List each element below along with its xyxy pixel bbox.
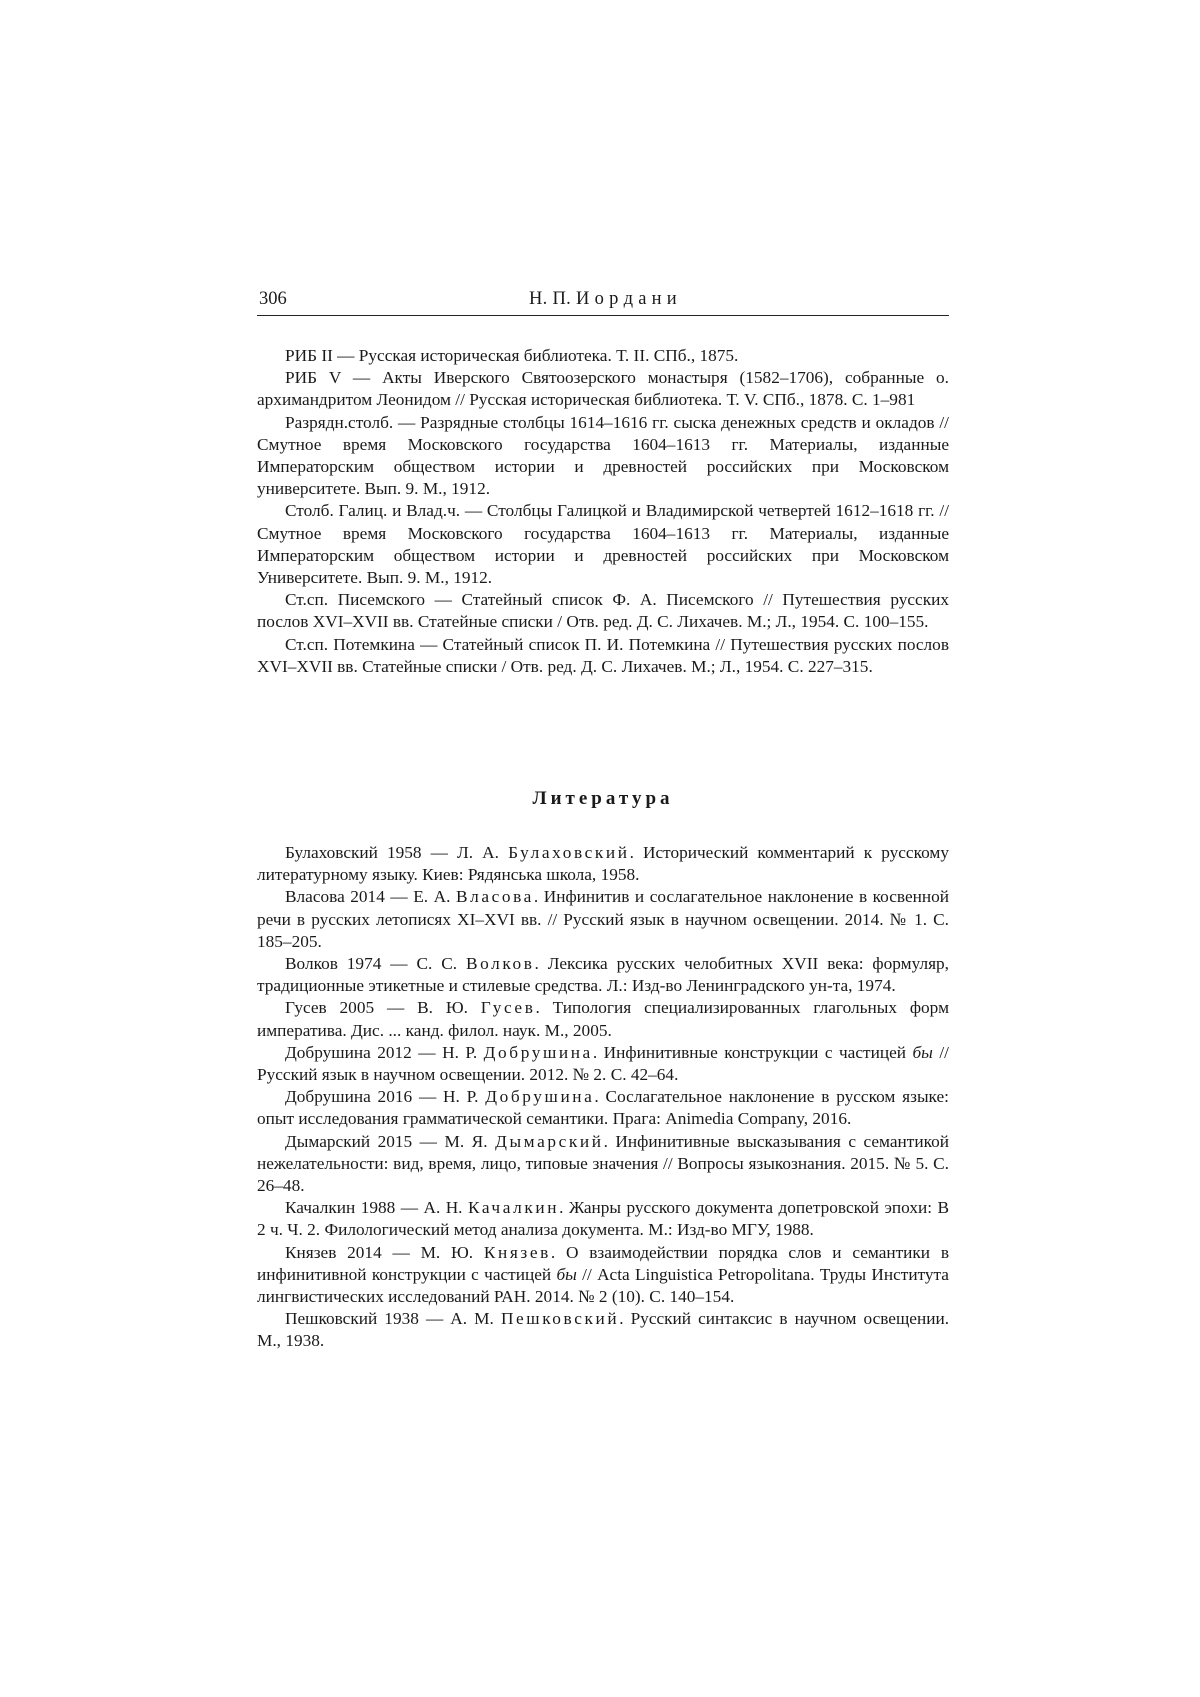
entry-initials: А. Н. (423, 1198, 463, 1218)
entry-italic: бы (912, 1042, 933, 1062)
entry-italic: бы (556, 1264, 577, 1284)
entry-key: Власова 2014 (285, 887, 385, 907)
entry-rest: . Русский синтаксис в научном освещении. М., 1938. (257, 1309, 950, 1351)
entry-surname: Князев (483, 1242, 551, 1262)
page-number: 306 (259, 289, 287, 309)
page-header (257, 287, 949, 316)
entry-surname: Пешковский (500, 1309, 620, 1329)
entry-key: Пешковский 1938 (285, 1309, 419, 1329)
entry-rest: // Acta Linguistica Petropolitana. Труды Института лингвистических исследований РАН. 2014. № 2 (10). С. 140–154. (257, 1264, 949, 1307)
entry-key: Дымарский 2015 (285, 1131, 413, 1151)
entry-rest: . Исторический комментарий к русскому литературному языку. Киев: Рядянська школа, 1958. (257, 843, 949, 885)
literature-entry: Власова 2014 — Е. А. Власова. Инфинитив и сослагательное наклонение в косвенной речи в русских летописях XI–XVI вв. // Русский язык в научном освещении. 2014. № 1. С. 185–205. (257, 887, 950, 951)
literature-entry: Волков 1974 — С. С. Волков. Лексика русских челобитных XVII века: формуляр, традиционные этикетные и стилевые средства. Л.: Изд-во Ленинградского ун-та, 1974. (257, 954, 950, 996)
entry-rest: . О взаимодействии порядка слов и семантики в инфинитивной конструкции с частицей (257, 1242, 949, 1284)
source-entry: РИБ V — Акты Иверского Святоозерского монастыря (1582–1706), собранные о. архимандритом Леонидом // Русская историческая библиотека. Т. V. СПб., 1878. С. 1–981 (257, 368, 949, 410)
entry-initials: М. Я. (444, 1131, 488, 1151)
source-entry: Ст.сп. Потемкина — Статейный список П. И. Потемкина // Путешествия русских послов XVI–XVII вв. Статейные списки / Отв. ред. Д. С. Лихачев. М.; Л., 1954. С. 227–315. (257, 634, 949, 676)
entry-key: Гусев 2005 (285, 998, 375, 1018)
entry-surname: Булаховский (508, 843, 630, 862)
literature-list (257, 842, 949, 1353)
entry-initials: Н. Р. (442, 1042, 478, 1062)
literature-entry: Добрушина 2012 — Н. Р. Добрушина. Инфинитивные конструкции с частицей бы // Русский язык в научном освещении. 2012. № 2. С. 42–64. (257, 1042, 949, 1085)
entry-key: Добрушина 2016 (285, 1087, 413, 1107)
entry-surname: Волков (466, 954, 535, 974)
entry-key: Добрушина 2012 (285, 1042, 412, 1062)
entry-initials: А. М. (450, 1309, 494, 1329)
source-entry: РИБ II — Русская историческая библиотека. Т. II. СПб., 1875. (285, 346, 739, 365)
entry-initials: Е. А. (413, 887, 451, 907)
literature-entry: Дымарский 2015 — М. Я. Дымарский. Инфинитивные высказывания с семантикой нежелательности: вид, время, лицо, типовые значения // Вопросы языкознания. 2015. № 5. С. 26–48. (257, 1131, 949, 1196)
entry-rest: . Инфинитивные высказывания с семантикой нежелательности: вид, время, лицо, типовые значения // Вопросы языкознания. 2015. № 5. С. 26–48. (257, 1131, 949, 1196)
entry-rest: . Типология специализированных глагольных форм императива. Дис. ... канд. филол. наук. М., 2005. (257, 998, 950, 1040)
source-entry: Ст.сп. Писемского — Статейный список Ф. А. Писемского // Путешествия русских послов XVI–XVII вв. Статейные списки / Отв. ред. Д. С. Лихачев. М.; Л., 1954. С. 100–155. (257, 590, 949, 632)
entry-key: Качалкин 1988 (285, 1198, 396, 1218)
entry-key: Волков 1974 (285, 954, 382, 974)
entry-initials: М. Ю. (420, 1242, 474, 1262)
entry-initials: Л. А. (457, 843, 499, 862)
entry-initials: Н. Р. (443, 1087, 479, 1107)
literature-entry: Пешковский 1938 — А. М. Пешковский. Русский синтаксис в научном освещении. М., 1938. (257, 1309, 950, 1351)
entry-surname: Власова (455, 887, 534, 907)
literature-heading: Литература (532, 788, 674, 809)
entry-surname: Добрушина (485, 1087, 595, 1107)
source-entry: Столб. Галиц. и Влад.ч. — Столбцы Галицкой и Владимирской четвертей 1612–1618 гг. // Смутное время Московского государства 1604–1613 гг. Материалы, изданные Императорским обществом истории и древностей российских при Московском Университете. Вып. 9. М., 1912. (257, 501, 949, 588)
literature-entry: Добрушина 2016 — Н. Р. Добрушина. Сослагательное наклонение в русском языке: опыт исследования грамматической семантики. Прага: Animedia Company, 2016. (257, 1087, 949, 1129)
entry-rest: . Инфинитивные конструкции с частицей (592, 1042, 913, 1062)
entry-surname: Качалкин (467, 1198, 560, 1218)
source-entry: Разрядн.столб. — Разрядные столбцы 1614–1616 гг. сыска денежных средств и окладов // Смутное время Московского государства 1604–1613 гг. Материалы, изданные Императорским обществом истории и древностей российских при Московском университете. Вып. 9. М., 1912. (257, 412, 949, 499)
entry-rest: . Лексика русских челобитных XVII века: формуляр, традиционные этикетные и стилевые средства. Л.: Изд-во Ленинградского ун-та, 1974. (257, 954, 950, 996)
literature-entry: Гусев 2005 — В. Ю. Гусев. Типология специализированных глагольных форм императива. Дис. ... канд. филол. наук. М., 2005. (257, 998, 950, 1040)
entry-rest: . Жанры русского документа допетровской эпохи: В 2 ч. Ч. 2. Филологический метод анализа документа. М.: Изд-во МГУ, 1988. (257, 1198, 949, 1240)
running-title: Н. П. И о р д а н и (529, 289, 677, 309)
sources-list (257, 345, 949, 678)
literature-entry: Качалкин 1988 — А. Н. Качалкин. Жанры русского документа допетровской эпохи: В 2 ч. Ч. 2. Филологический метод анализа документа. М.: Изд-во МГУ, 1988. (257, 1198, 949, 1240)
entry-key: Булаховский 1958 (285, 843, 422, 862)
literature-entry: Князев 2014 — М. Ю. Князев. О взаимодействии порядка слов и семантики в инфинитивной конструкции с частицей бы // Acta Linguistica Petropolitana. Труды Института лингвистических исследований РАН. 2014. № 2 (10). С. 140–154. (257, 1242, 949, 1307)
entry-surname: Добрушина (483, 1042, 593, 1062)
entry-rest: . Сослагательное наклонение в русском языке: опыт исследования грамматической семантики. Прага: Animedia Company, 2016. (257, 1087, 949, 1129)
entry-key: Князев 2014 (285, 1242, 382, 1262)
entry-surname: Дымарский (495, 1131, 604, 1151)
entry-initials: В. Ю. (417, 998, 468, 1018)
entry-surname: Гусев (480, 998, 536, 1018)
entry-rest: . Инфинитив и сослагательное наклонение в косвенной речи в русских летописях XI–XVI вв. // Русский язык в научном освещении. 2014. № 1. С. 185–205. (257, 887, 950, 951)
entry-rest: // Русский язык в научном освещении. 2012. № 2. С. 42–64. (257, 1042, 949, 1085)
literature-entry: Булаховский 1958 — Л. А. Булаховский. Исторический комментарий к русскому литературному языку. Киев: Рядянська школа, 1958. (257, 843, 949, 885)
entry-initials: С. С. (416, 954, 458, 974)
